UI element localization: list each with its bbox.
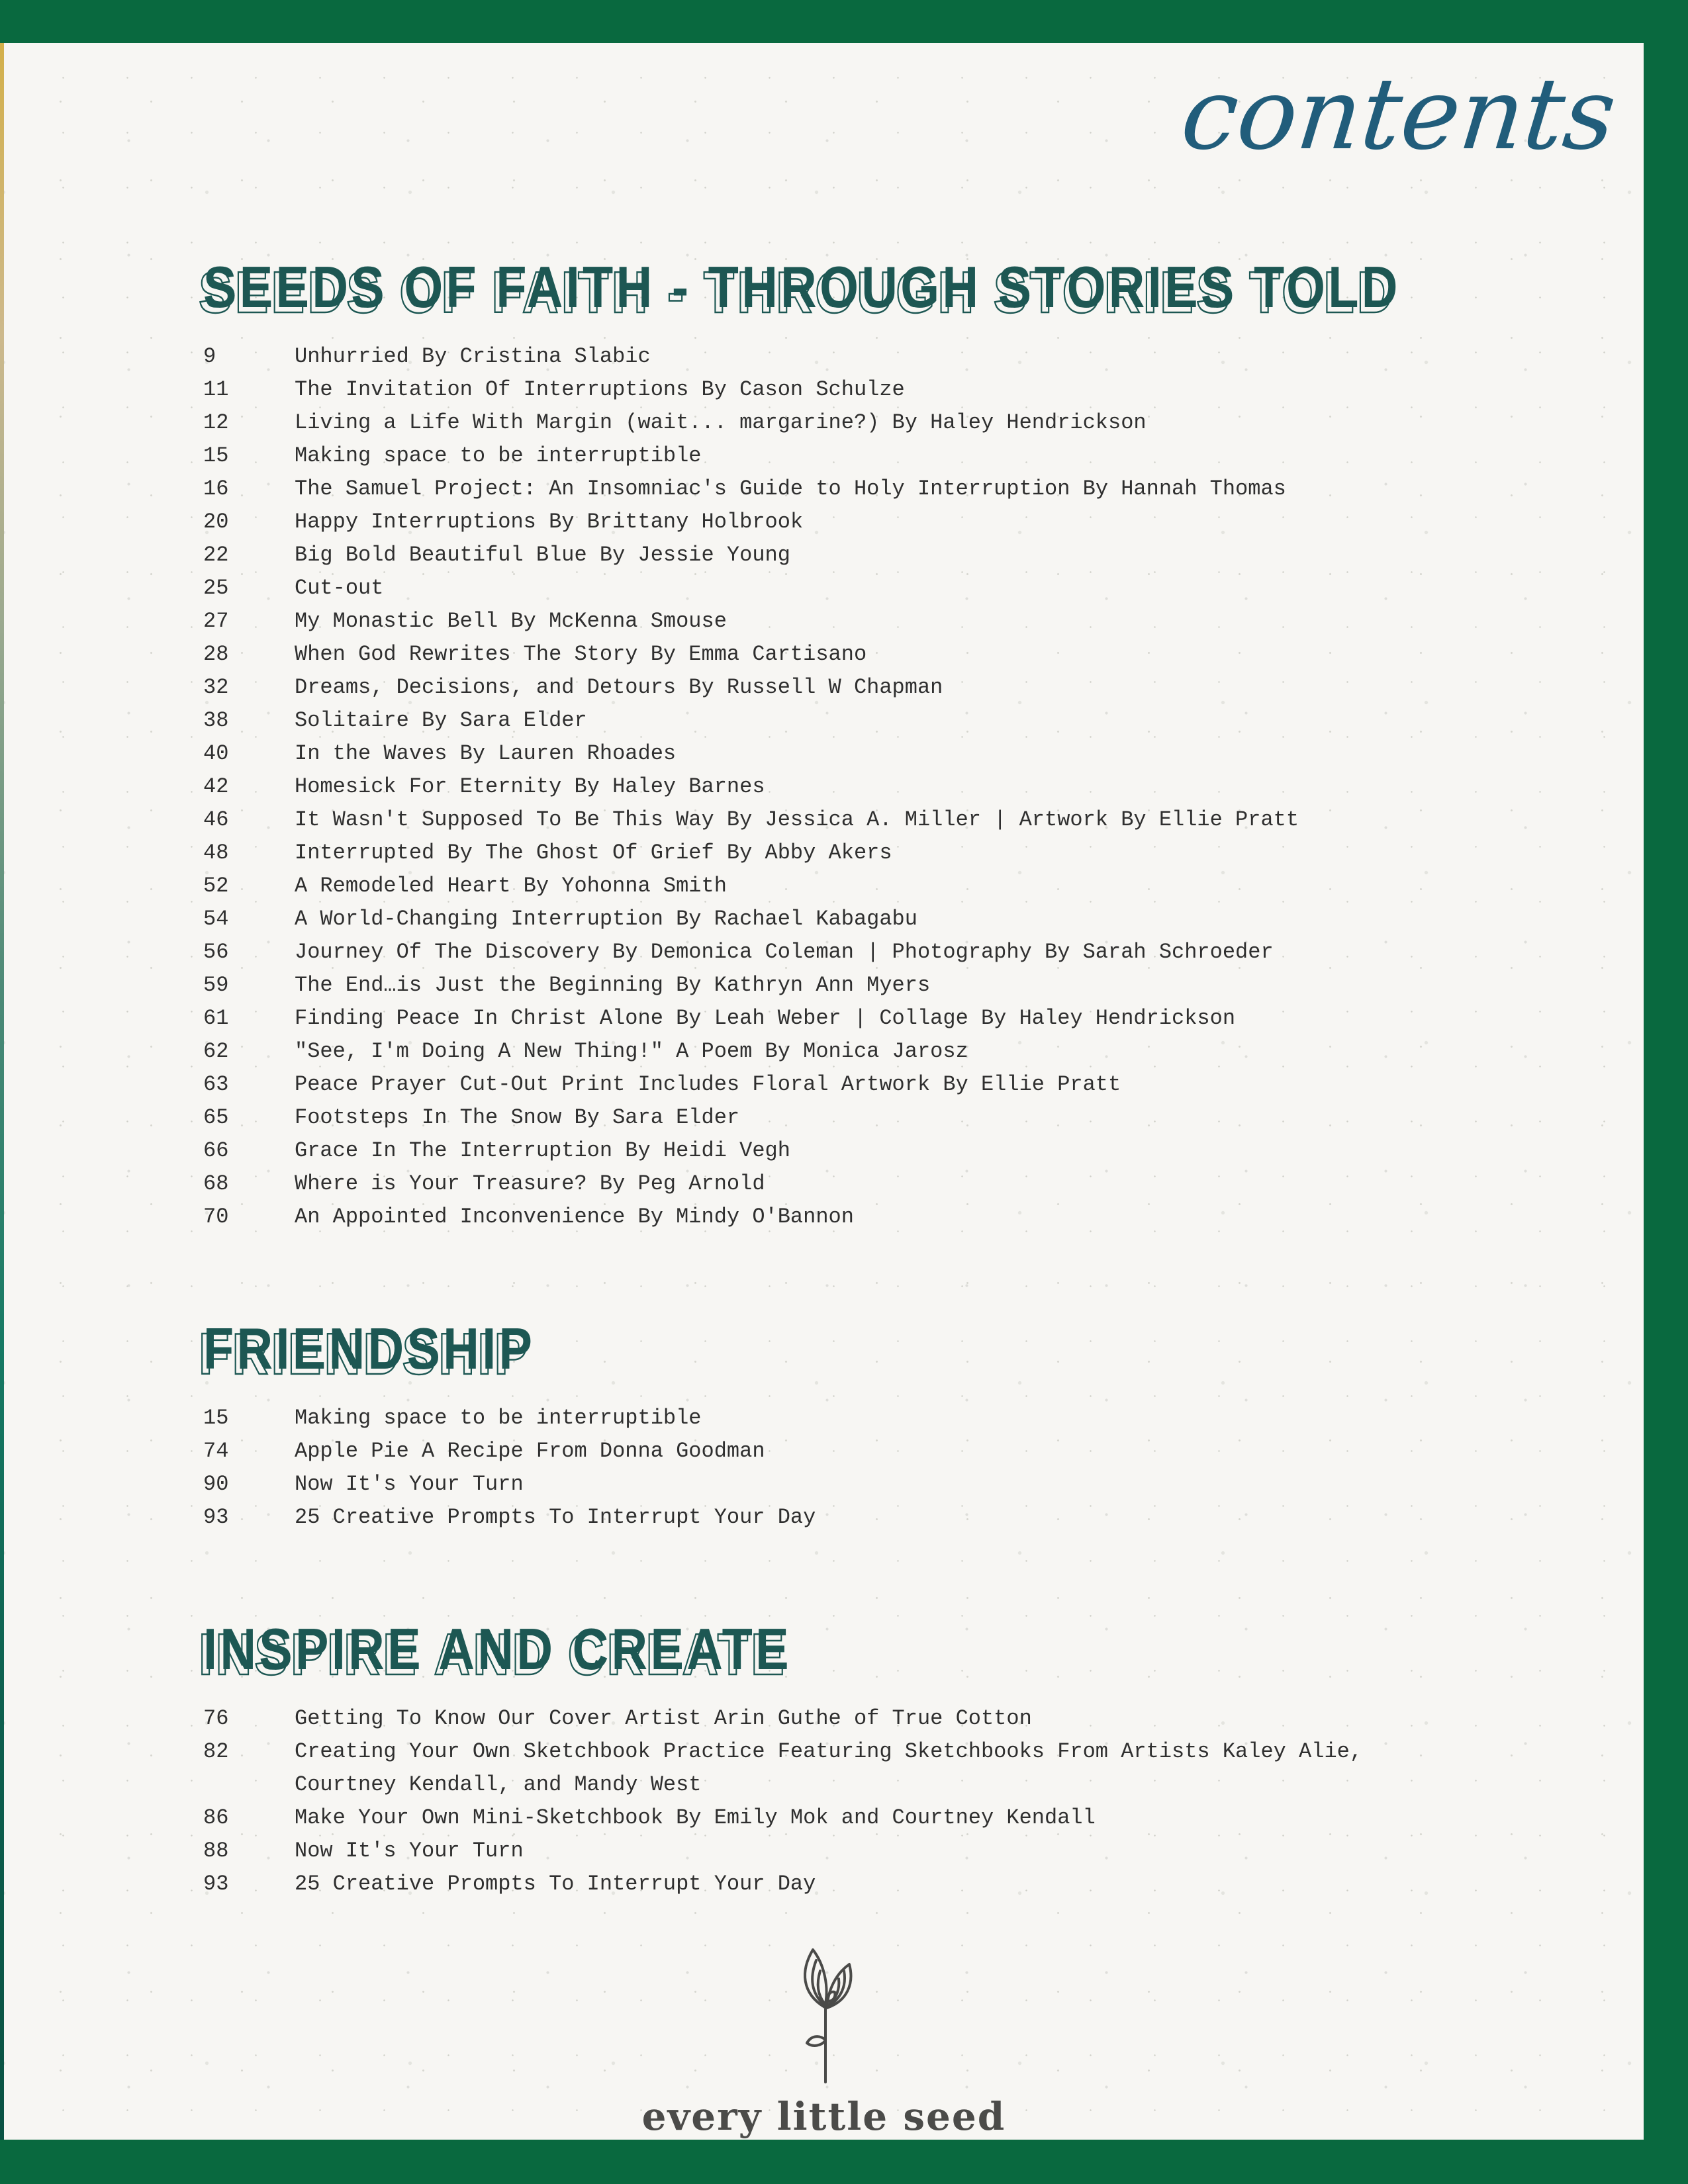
- contents-page: [4, 43, 1644, 2140]
- entry-page-number: 70: [203, 1205, 229, 1229]
- brand-logo: [427, 1946, 1221, 2139]
- entry-title: Journey Of The Discovery By Demonica Coleman | Photography By Sarah Schroeder: [295, 940, 1274, 964]
- entry-page-number: 42: [203, 774, 229, 799]
- toc-entry: [203, 737, 1644, 770]
- toc-entry: [203, 1167, 1644, 1201]
- entry-title: A World-Changing Interruption By Rachael Kabagabu: [295, 907, 917, 931]
- toc-entry: [203, 1835, 1644, 1868]
- entry-title: Where is Your Treasure? By Peg Arnold: [295, 1171, 765, 1196]
- entry-title: The End…is Just the Beginning By Kathryn Ann Myers: [295, 973, 931, 997]
- entry-title: In the Waves By Lauren Rhoades: [295, 741, 677, 766]
- toc-sections: [4, 43, 1644, 1901]
- entry-title: Make Your Own Mini-Sketchbook By Emily Mok and Courtney Kendall: [295, 1805, 1096, 1830]
- entry-title: Getting To Know Our Cover Artist Arin Guthe of True Cotton: [295, 1706, 1032, 1731]
- entry-title: 25 Creative Prompts To Interrupt Your Day: [295, 1505, 816, 1529]
- page-title: contents: [1176, 57, 1622, 172]
- toc-section: [203, 254, 1644, 1234]
- entry-title: It Wasn't Supposed To Be This Way By Jessica A. Miller | Artwork By Ellie Pratt: [295, 807, 1299, 832]
- entry-title: 25 Creative Prompts To Interrupt Your Day: [295, 1872, 816, 1896]
- toc-section: [203, 1316, 1644, 1534]
- toc-entry: [203, 473, 1644, 506]
- entry-page-number: 68: [203, 1171, 229, 1196]
- toc-entry: [203, 704, 1644, 737]
- entry-title: Dreams, Decisions, and Detours By Russell W Chapman: [295, 675, 943, 700]
- entry-page-number: 65: [203, 1105, 229, 1130]
- entry-title: Interrupted By The Ghost Of Grief By Abby Akers: [295, 841, 892, 865]
- entry-title: Big Bold Beautiful Blue By Jessie Young: [295, 543, 790, 567]
- toc-entry: [203, 1501, 1644, 1534]
- entry-page-number: 22: [203, 543, 229, 567]
- entry-title: A Remodeled Heart By Yohonna Smith: [295, 874, 727, 898]
- entry-title: Cut-out: [295, 576, 384, 600]
- entry-title: Living a Life With Margin (wait... margarine?) By Haley Hendrickson: [295, 410, 1147, 435]
- entry-page-number: 16: [203, 477, 229, 501]
- entry-title: Making space to be interruptible: [295, 443, 702, 468]
- entry-title: Grace In The Interruption By Heidi Vegh: [295, 1138, 790, 1163]
- entry-page-number: 15: [203, 443, 229, 468]
- toc-entry: [203, 605, 1644, 638]
- entry-page-number: 20: [203, 510, 229, 534]
- section-heading: INSPIRE AND CREATE INSPIRE AND CREATE: [203, 1620, 792, 1678]
- entry-page-number: 40: [203, 741, 229, 766]
- entry-page-number: 74: [203, 1439, 229, 1463]
- toc-entry: [203, 1868, 1644, 1901]
- toc-entry: [203, 903, 1644, 936]
- entry-page-number: 54: [203, 907, 229, 931]
- section-heading: FRIENDSHIP FRIENDSHIP: [203, 1320, 535, 1378]
- entry-title: Homesick For Eternity By Haley Barnes: [295, 774, 765, 799]
- entry-page-number: 48: [203, 841, 229, 865]
- toc-entry: [203, 870, 1644, 903]
- toc-entry: [203, 1702, 1644, 1735]
- toc-entry: [203, 1068, 1644, 1101]
- entry-page-number: 32: [203, 675, 229, 700]
- entry-page-number: 82: [203, 1739, 229, 1764]
- entry-page-number: 28: [203, 642, 229, 666]
- entry-page-number: 9: [203, 344, 216, 369]
- toc-entry: [203, 539, 1644, 572]
- entry-title: An Appointed Inconvenience By Mindy O'Bannon: [295, 1205, 854, 1229]
- section-heading: SEEDS OF FAITH - THROUGH STORIES TOLD SEEDS OF FAITH - THROUGH STORIES TOLD: [203, 258, 1401, 316]
- toc-entry: [203, 572, 1644, 605]
- entry-page-number: 90: [203, 1472, 229, 1496]
- entry-page-number: 66: [203, 1138, 229, 1163]
- toc-entry: [203, 1101, 1644, 1134]
- entry-title: Peace Prayer Cut-Out Print Includes Floral Artwork By Ellie Pratt: [295, 1072, 1121, 1097]
- toc-entry: [203, 638, 1644, 671]
- entry-page-number: 86: [203, 1805, 229, 1830]
- toc-entry: [203, 969, 1644, 1002]
- entry-title: My Monastic Bell By McKenna Smouse: [295, 609, 727, 633]
- toc-entry: [203, 373, 1644, 406]
- entry-title: Apple Pie A Recipe From Donna Goodman: [295, 1439, 765, 1463]
- entry-page-number: 61: [203, 1006, 229, 1030]
- toc-entry: [203, 1468, 1644, 1501]
- entry-page-number: 76: [203, 1706, 229, 1731]
- toc-entry: [203, 803, 1644, 837]
- entry-page-number: 15: [203, 1406, 229, 1430]
- entry-page-number: 93: [203, 1872, 229, 1896]
- entry-title: The Samuel Project: An Insomniac's Guide to Holy Interruption By Hannah Thomas: [295, 477, 1286, 501]
- entry-page-number: 62: [203, 1039, 229, 1064]
- entry-title: Solitaire By Sara Elder: [295, 708, 587, 733]
- entry-page-number: 52: [203, 874, 229, 898]
- toc-entry: [203, 1002, 1644, 1035]
- toc-entry: [203, 1435, 1644, 1468]
- toc-entry: [203, 1735, 1644, 1801]
- toc-entry: [203, 1801, 1644, 1835]
- entry-page-number: 25: [203, 576, 229, 600]
- toc-entry: [203, 1035, 1644, 1068]
- entry-title: When God Rewrites The Story By Emma Cartisano: [295, 642, 867, 666]
- toc-entry: [203, 671, 1644, 704]
- entry-page-number: 63: [203, 1072, 229, 1097]
- entry-page-number: 38: [203, 708, 229, 733]
- toc-entry-list: [203, 1702, 1644, 1901]
- entry-title: Finding Peace In Christ Alone By Leah Weber | Collage By Haley Hendrickson: [295, 1006, 1236, 1030]
- toc-entry: [203, 936, 1644, 969]
- toc-section: [203, 1616, 1644, 1901]
- entry-title: Making space to be interruptible: [295, 1406, 702, 1430]
- entry-title: Footsteps In The Snow By Sara Elder: [295, 1105, 740, 1130]
- entry-title: Happy Interruptions By Brittany Holbrook: [295, 510, 804, 534]
- seedling-flower-icon: [791, 1946, 857, 2085]
- entry-page-number: 93: [203, 1505, 229, 1529]
- entry-page-number: 46: [203, 807, 229, 832]
- entry-title: Now It's Your Turn: [295, 1839, 524, 1863]
- entry-title: The Invitation Of Interruptions By Cason Schulze: [295, 377, 905, 402]
- brand-wordmark: every little seed: [641, 2094, 1006, 2139]
- entry-page-number: 59: [203, 973, 229, 997]
- toc-entry: [203, 439, 1644, 473]
- entry-page-number: 12: [203, 410, 229, 435]
- toc-entry: [203, 1402, 1644, 1435]
- entry-title: Unhurried By Cristina Slabic: [295, 344, 651, 369]
- entry-page-number: 11: [203, 377, 229, 402]
- toc-entry-list: [203, 1402, 1644, 1534]
- entry-title: Creating Your Own Sketchbook Practice Featuring Sketchbooks From Artists Kaley Alie, Courtney Kendall, and Mandy West: [295, 1739, 1363, 1797]
- toc-entry: [203, 406, 1644, 439]
- entry-page-number: 27: [203, 609, 229, 633]
- toc-entry: [203, 506, 1644, 539]
- toc-entry: [203, 837, 1644, 870]
- toc-entry: [203, 770, 1644, 803]
- toc-entry: [203, 1134, 1644, 1167]
- entry-page-number: 88: [203, 1839, 229, 1863]
- entry-title: "See, I'm Doing A New Thing!" A Poem By Monica Jarosz: [295, 1039, 968, 1064]
- entry-page-number: 56: [203, 940, 229, 964]
- entry-title: Now It's Your Turn: [295, 1472, 524, 1496]
- toc-entry-list: [203, 340, 1644, 1234]
- toc-entry: [203, 1201, 1644, 1234]
- toc-entry: [203, 340, 1644, 373]
